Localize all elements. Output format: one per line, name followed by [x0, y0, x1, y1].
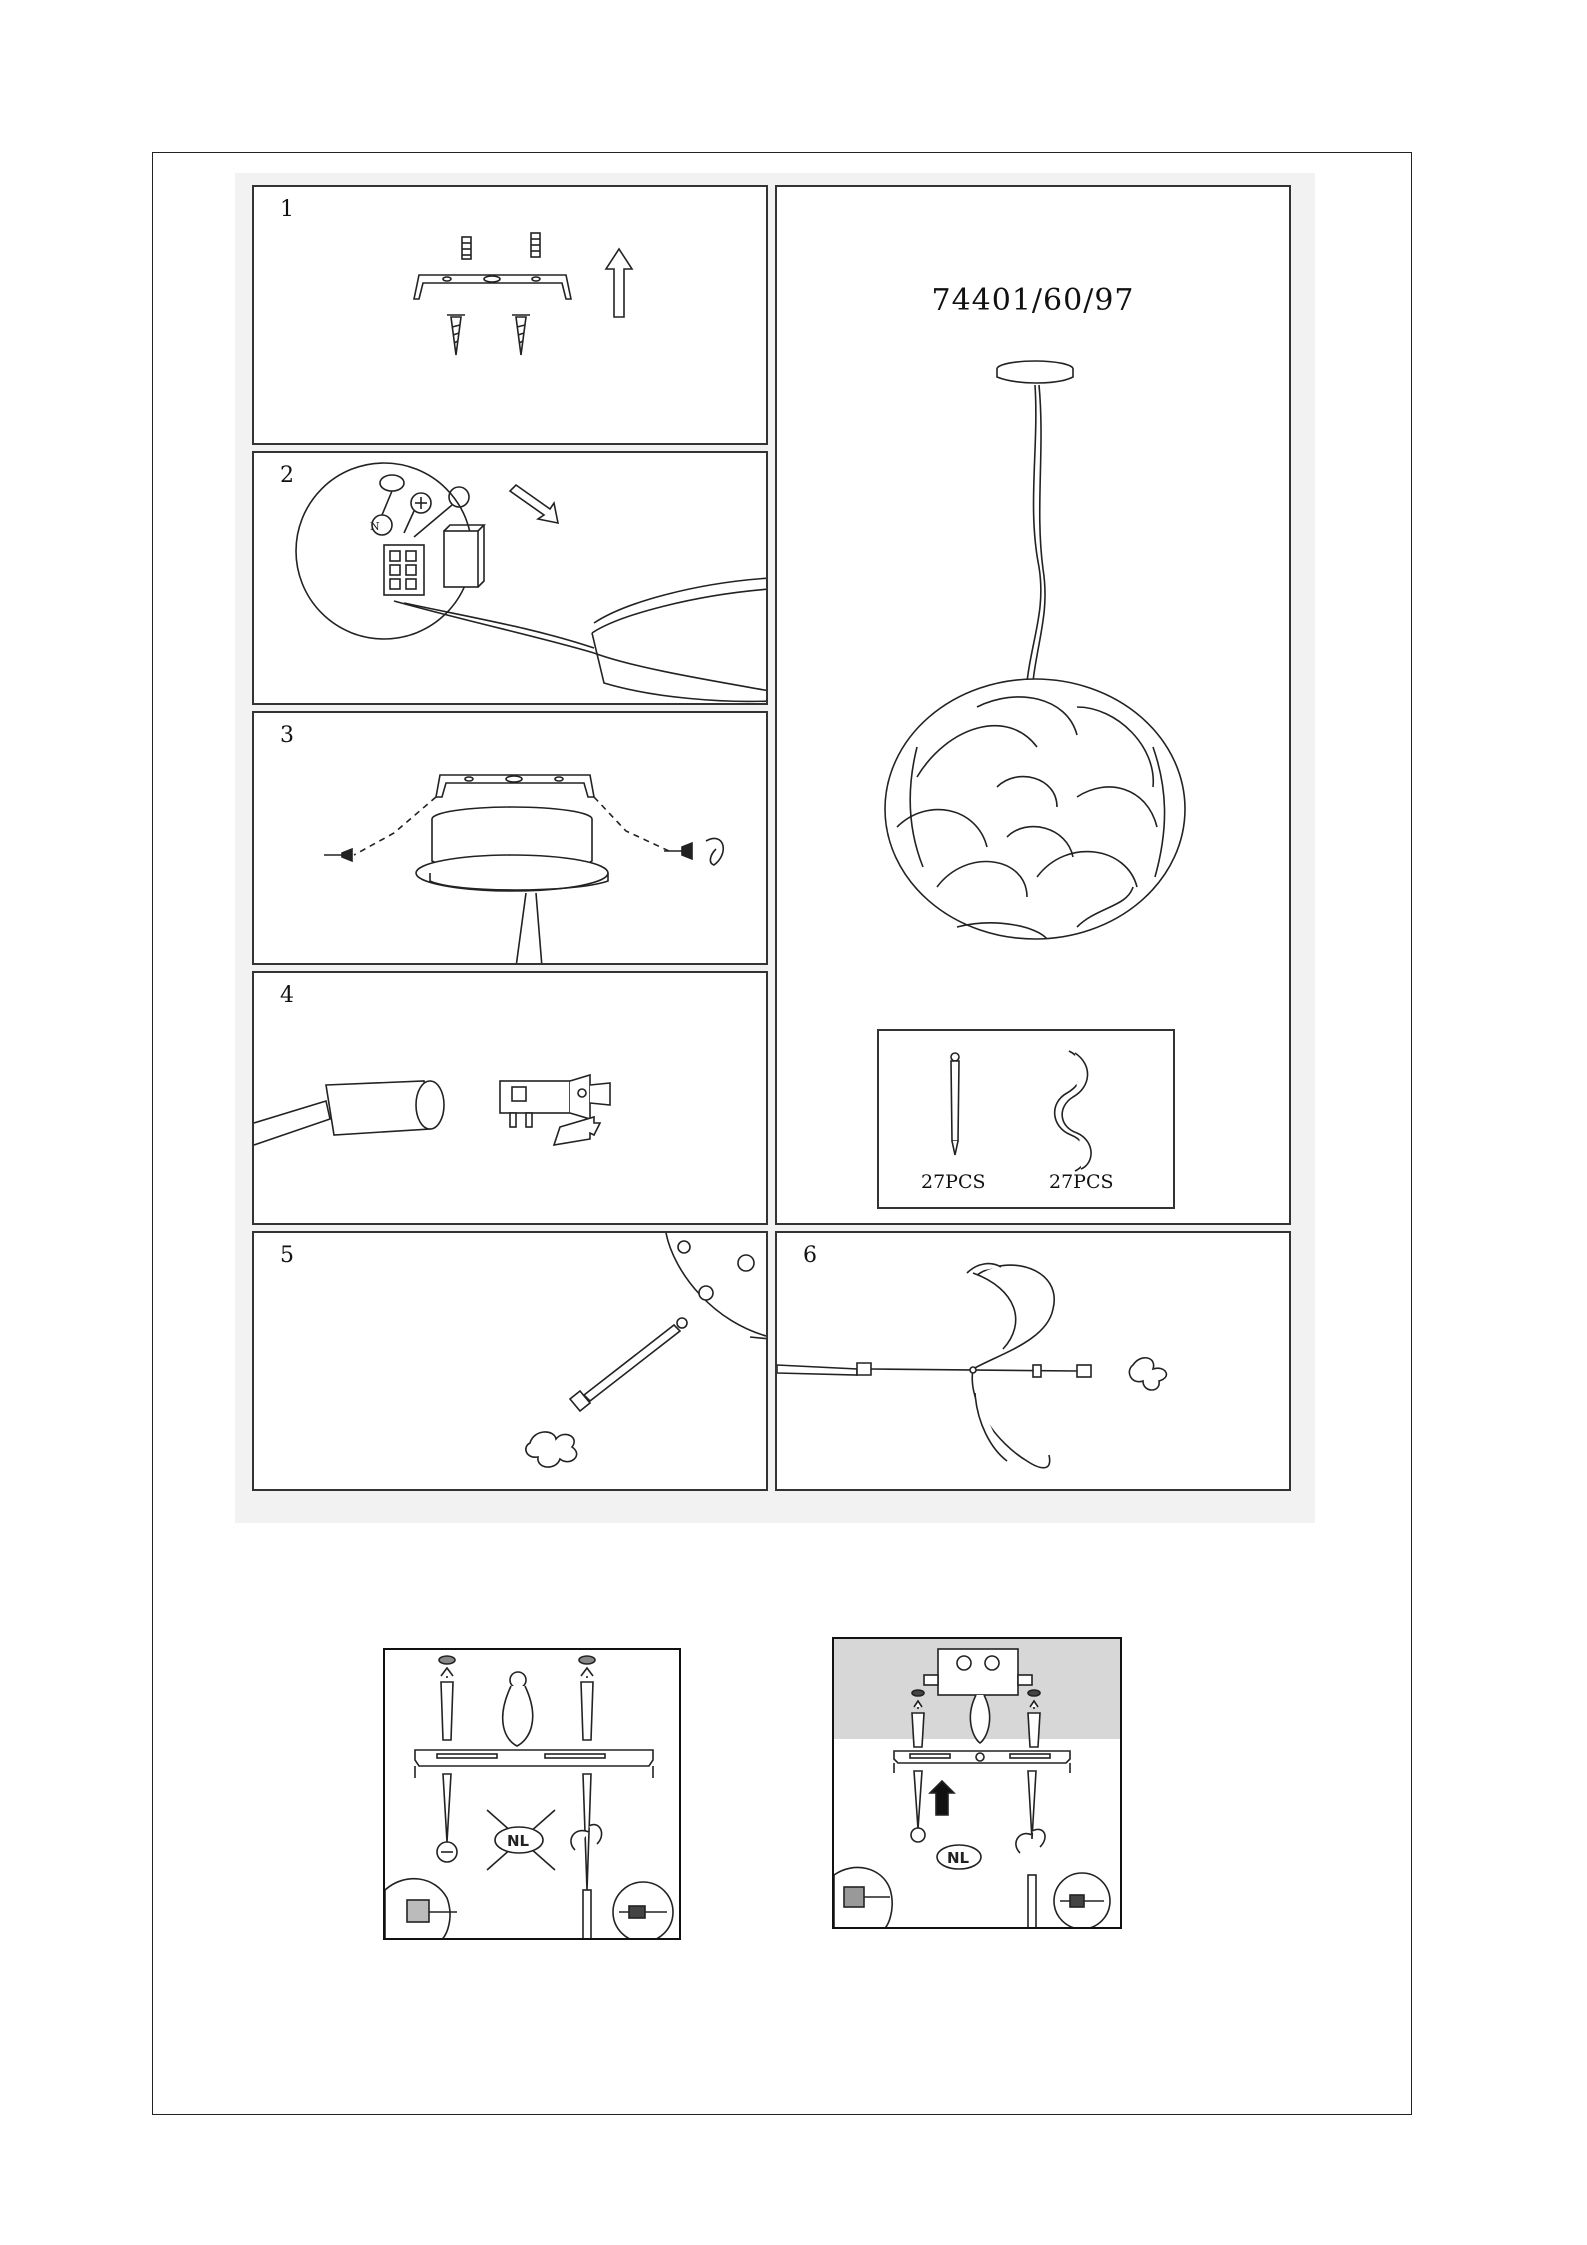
step-6-panel — [775, 1231, 1291, 1491]
step-number: 1 — [280, 197, 294, 222]
step-4-panel — [252, 971, 768, 1225]
ribbon-attach-illustration — [777, 1233, 1291, 1491]
bulb-insert-illustration — [254, 973, 768, 1225]
nl-badge: NL — [507, 1832, 530, 1850]
step-number: 3 — [280, 723, 294, 748]
mounting-correct-illustration — [834, 1639, 1122, 1929]
neutral-symbol: N — [370, 520, 380, 533]
canopy-fixing-illustration — [254, 713, 768, 965]
step-1-panel — [252, 185, 768, 445]
step-5-panel — [252, 1231, 768, 1491]
instruction-sheet — [235, 173, 1315, 1523]
step-number: 5 — [280, 1243, 294, 1268]
mounting-diagram-correct — [832, 1637, 1122, 1929]
step-number: 2 — [280, 463, 294, 488]
rod-attach-illustration — [254, 1233, 768, 1491]
ribbon-icon — [1055, 1051, 1091, 1171]
model-code: 74401/60/97 — [931, 283, 1135, 318]
step-3-panel — [252, 711, 768, 965]
ribbon-quantity: 27PCS — [1049, 1171, 1114, 1193]
step-number: 6 — [803, 1243, 817, 1268]
pendant-lamp-illustration — [777, 187, 1291, 1027]
product-overview-panel — [775, 185, 1291, 1225]
rod-quantity: 27PCS — [921, 1171, 986, 1193]
step-2-panel — [252, 451, 768, 705]
step-number: 4 — [280, 983, 294, 1008]
parts-list — [877, 1029, 1175, 1209]
nl-badge: NL — [947, 1849, 970, 1867]
wiring-illustration — [254, 453, 768, 705]
mounting-incorrect-illustration — [385, 1650, 681, 1940]
rod-icon — [951, 1053, 959, 1061]
bracket-screws-illustration — [254, 187, 768, 445]
mounting-diagram-incorrect — [383, 1648, 681, 1940]
